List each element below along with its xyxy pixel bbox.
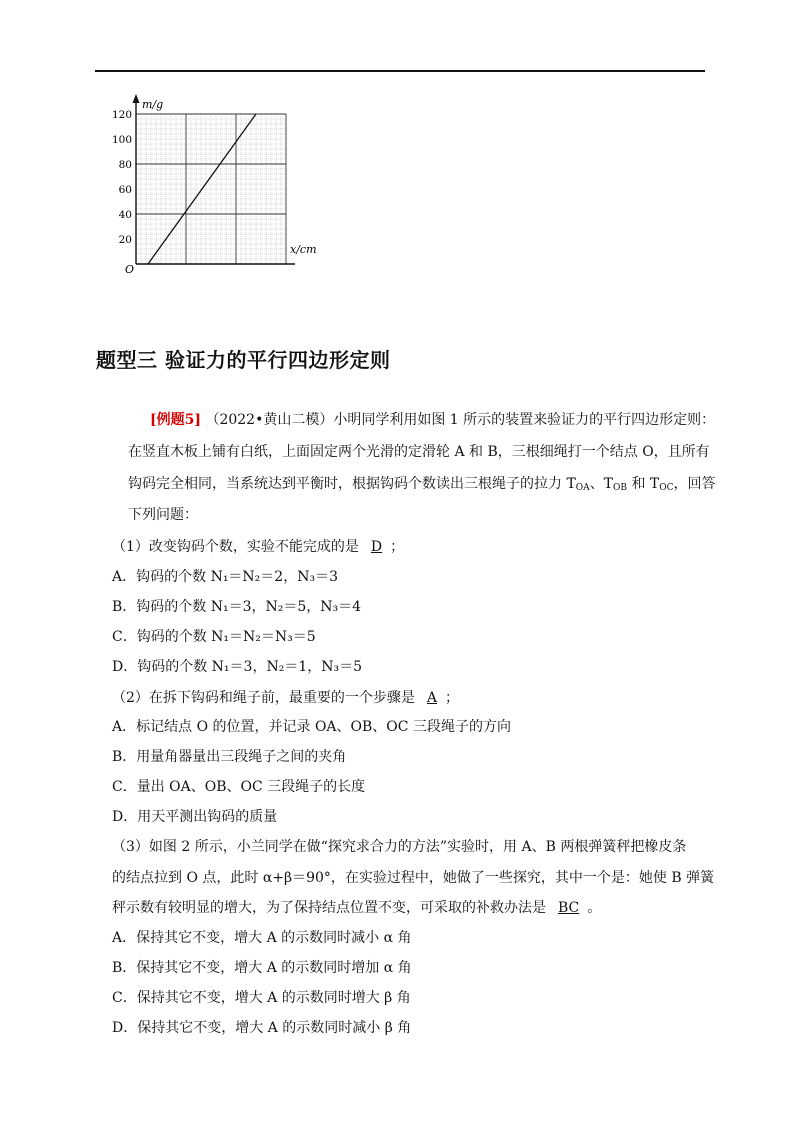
q1-stem: （1）改变钩码个数，实验不能完成的是	[112, 539, 359, 555]
option-text: 量出 OA、OB、OC 三段绳子的长度	[136, 779, 366, 795]
q2-tail: ；	[445, 690, 460, 706]
example-intro-4: 下列问题：	[128, 507, 198, 523]
mass-extension-graph	[110, 92, 340, 277]
y-axis-label: m/g	[142, 98, 164, 111]
option-text: 钩码的个数 N₁＝3，N₂＝1，N₃＝5	[137, 659, 362, 675]
q1-option	[112, 567, 338, 587]
q2-option	[112, 807, 277, 827]
option-text: 钩码的个数 N₁＝N₂＝N₃＝5	[136, 629, 316, 645]
y-tick-label: 40	[118, 209, 132, 221]
example-intro-3c: 和 T	[627, 476, 660, 492]
option-text: 保持其它不变，增大 A 的示数同时增加 α 角	[136, 960, 412, 976]
q3-stem-1: （3）如图 2 所示，小兰同学在做“探究求合力的方法”实验时，用 A、B 两根弹簧秤把橡皮条	[112, 839, 687, 855]
option-label: D．	[112, 659, 138, 675]
example-intro-line-3	[128, 474, 716, 498]
q1-option	[112, 597, 361, 617]
origin-label: O	[125, 263, 135, 276]
q3-option	[112, 1018, 411, 1038]
graph-grid	[136, 114, 286, 264]
q1-answer: D	[370, 539, 383, 555]
option-text: 保持其它不变，增大 A 的示数同时减小 β 角	[137, 1020, 412, 1036]
example-intro-3a: 钩码完全相同，当系统达到平衡时，根据钩码个数读出三根绳子的拉力 T	[128, 476, 576, 492]
example-tag: [例题5]	[150, 412, 201, 428]
q2-answer: A	[426, 690, 438, 706]
q3-stem-line-3	[112, 898, 601, 918]
y-axis-arrow	[133, 94, 140, 103]
option-label: B．	[112, 960, 137, 976]
option-text: 用量角器量出三段绳子之间的夹角	[136, 749, 347, 765]
option-label: A．	[112, 569, 137, 585]
option-label: A．	[112, 930, 137, 946]
option-label: D．	[112, 809, 138, 825]
example-intro-2: 在竖直木板上铺有白纸，上面固定两个光滑的定滑轮 A 和 B，三根细绳打一个结点 O，且所有	[128, 444, 710, 460]
example-intro-3d: ，回答	[673, 476, 716, 492]
q2-option	[112, 747, 346, 767]
q1-stem-line	[112, 537, 404, 557]
option-text: 保持其它不变，增大 A 的示数同时减小 α 角	[136, 930, 412, 946]
q2-stem: （2）在拆下钩码和绳子前，最重要的一个步骤是	[112, 690, 415, 706]
q3-tail: 。	[587, 900, 602, 916]
y-tick-label: 60	[118, 184, 132, 196]
sub-oc: OC	[659, 483, 674, 493]
option-label: B．	[112, 749, 137, 765]
q1-tail: ；	[390, 539, 405, 555]
y-tick-label: 100	[111, 134, 132, 146]
x-axis-label: x/cm	[290, 243, 317, 256]
q3-stem-2: 的结点拉到 O 点，此时 α+β＝90°，在实验过程中，她做了一些探究，其中一个是：她使 B 弹簧	[112, 870, 715, 886]
q1-option	[112, 627, 316, 647]
option-text: 用天平测出钩码的质量	[137, 809, 278, 825]
y-tick-labels	[112, 109, 132, 246]
q3-option	[112, 988, 411, 1008]
section-title: 题型三 验证力的平行四边形定则	[96, 348, 391, 372]
q3-option	[112, 958, 412, 978]
option-text: 保持其它不变，增大 A 的示数同时增大 β 角	[136, 990, 411, 1006]
q2-option	[112, 777, 365, 797]
option-text: 钩码的个数 N₁＝3，N₂＝5，N₃＝4	[136, 599, 362, 615]
option-label: C．	[112, 629, 137, 645]
y-tick-label: 120	[111, 109, 132, 121]
option-label: D．	[112, 1020, 138, 1036]
y-tick-label: 80	[118, 159, 132, 171]
q2-option	[112, 717, 511, 737]
q3-answer: BC	[558, 900, 580, 916]
q3-option	[112, 928, 412, 948]
option-text: 钩码的个数 N₁＝N₂＝2，N₃＝3	[136, 569, 338, 585]
q3-stem-3: 秤示数有较明显的增大，为了保持结点位置不变，可采取的补救办法是	[112, 900, 546, 916]
sub-oa: OA	[575, 483, 590, 493]
example-intro-1: （2022•黄山二模）小明同学利用如图 1 所示的装置来验证力的平行四边形定则：	[205, 412, 716, 428]
header-rule	[95, 70, 705, 72]
option-text: 标记结点 O 的位置，并记录 OA、OB、OC 三段绳子的方向	[136, 719, 511, 735]
option-label: B．	[112, 599, 137, 615]
q2-stem-line	[112, 688, 459, 708]
option-label: A．	[112, 719, 137, 735]
q1-option	[112, 657, 362, 677]
sub-ob: OB	[613, 483, 628, 493]
option-label: C．	[112, 990, 137, 1006]
example-intro-line-1	[150, 410, 715, 430]
y-tick-label: 20	[118, 234, 132, 246]
example-intro-3b: 、T	[589, 476, 614, 492]
option-label: C．	[112, 779, 137, 795]
